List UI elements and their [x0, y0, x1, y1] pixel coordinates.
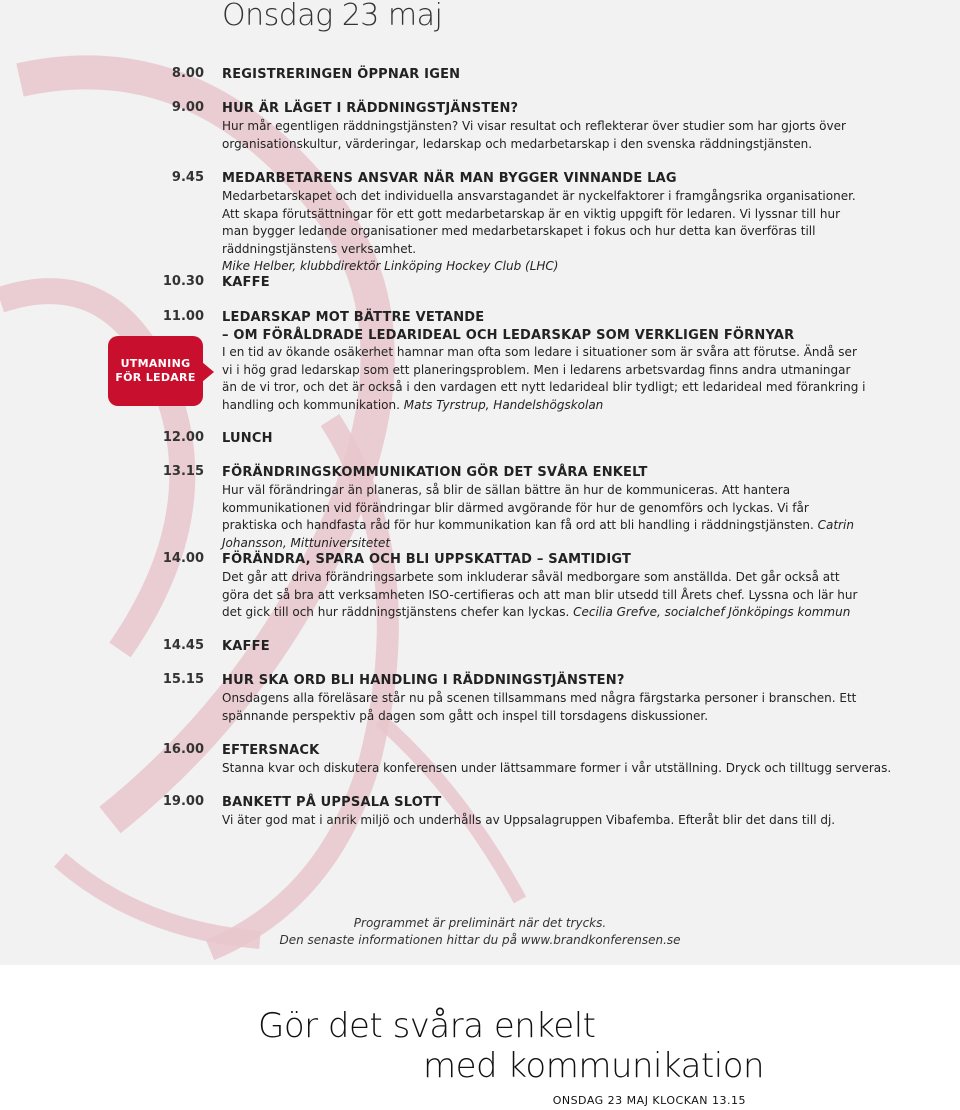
- entry-heading: FÖRÄNDRINGSKOMMUNIKATION GÖR DET SVÅRA ENKELT: [222, 465, 648, 480]
- entry-time: 15.15: [162, 672, 204, 687]
- entry-description-text: I en tid av ökande osäkerhet hamnar man ofta som ledare i situationer som är svåra att förutse. Ändå ser vi i hög grad ledarskap som ett planeringsproblem. Men i ledarens arbetsvardag finns andra utmaningar än de vi tror, och det är också i den vardagen ett nytt ledarideal blir tydligt; ett ledarideal med förankring i handling och kommunikation.: [222, 345, 866, 412]
- entry-heading: KAFFE: [222, 275, 270, 290]
- day-title: Onsdag 23 maj: [222, 0, 443, 33]
- entry-time: 16.00: [162, 742, 204, 757]
- entry-description-text: Det går att driva förändringsarbete som inkluderar såväl medborgare som anställda. Det går också att göra det så bra att verksamheten ISO-certifieras och att man blir utsedd till Årets chef. Lyssna och lär hur det gick till och hur räddningstjänstens chefer kan lyckas.: [222, 570, 858, 619]
- slogan-line-1: Gör det svåra enkelt: [258, 1006, 596, 1046]
- entry-heading: MEDARBETARENS ANSVAR NÄR MAN BYGGER VINNANDE LAG: [222, 171, 677, 186]
- entry-time: 12.00: [162, 430, 204, 445]
- entry-time: 10.30: [162, 274, 204, 289]
- entry-heading: EFTERSNACK: [222, 743, 320, 758]
- entry-heading: LEDARSKAP MOT BÄTTRE VETANDE: [222, 310, 485, 325]
- entry-description: [222, 188, 867, 276]
- entry-description: [222, 482, 867, 552]
- entry-description: [222, 569, 867, 622]
- slogan-line-2: med kommunikation: [423, 1046, 765, 1086]
- entry-heading: KAFFE: [222, 639, 270, 654]
- speaker: Cecilia Grefve, socialchef Jönköpings kommun: [573, 605, 851, 619]
- entry-heading: HUR SKA ORD BLI HANDLING I RÄDDNINGSTJÄNSTEN?: [222, 673, 625, 688]
- entry-time: 19.00: [162, 794, 204, 809]
- slogan-date: ONSDAG 23 MAJ KLOCKAN 13.15: [552, 1094, 746, 1107]
- speaker: Catrin Johansson, Mittuniversitetet: [222, 518, 854, 550]
- entry-subheading: – OM FÖRÅLDRADE LEDARIDEAL OCH LEDARSKAP SOM VERKLIGEN FÖRNYAR: [222, 328, 795, 343]
- entry-description: Stanna kvar och diskutera konferensen under lättsammare former i vår utställning. Dryck och tilltugg serveras.: [222, 761, 892, 775]
- entry-heading: FÖRÄNDRA, SPARA OCH BLI UPPSKATTAD – SAMTIDIGT: [222, 552, 632, 567]
- entry-time: 9.45: [171, 170, 204, 185]
- badge-line: UTMANING: [120, 357, 191, 370]
- preliminary-note: Programmet är preliminärt när det trycks.: [353, 916, 607, 930]
- entry-time: 13.15: [162, 464, 204, 479]
- entry-description: Vi äter god mat i anrik miljö och underhålls av Uppsalagruppen Vibafemba. Efteråt blir det dans till dj.: [222, 813, 836, 827]
- entry-description: [222, 344, 867, 414]
- leadership-challenge-badge: [108, 336, 203, 406]
- speaker: Mats Tyrstrup, Handelshögskolan: [403, 397, 604, 412]
- entry-description: Onsdagens alla föreläsare står nu på scenen tillsammans med några färgstarka personer i branschen. Ett spännande perspektiv på dagen som gått och inspel till torsdagens diskussioner.: [222, 691, 857, 723]
- entry-heading: REGISTRERINGEN ÖPPNAR IGEN: [222, 67, 461, 82]
- entry-time: 11.00: [162, 309, 204, 324]
- speaker: Mike Helber, klubbdirektör Linköping Hockey Club (LHC): [222, 259, 559, 273]
- badge-line: FÖR LEDARE: [115, 371, 196, 384]
- entry-description-text: Hur väl förändringar än planeras, så blir de sällan bättre än hur de kommuniceras. Att hantera kommunikationen vid förändringar blir därmed avgörande för hur de genomförs och lyckas. Vi får praktiska och handfasta råd för hur kommunikation kan få ord att bli handling i räddningstjänsten.: [222, 483, 814, 532]
- entry-time: 14.00: [162, 551, 204, 566]
- entry-time: 14.45: [162, 638, 204, 653]
- entry-time: 9.00: [171, 100, 204, 115]
- badge-arrow-icon: [202, 362, 214, 382]
- entry-description-text: Medarbetarskapet och det individuella ansvarstagandet är nyckelfaktorer i framgångsrika organisationer. Att skapa förutsättningar för ett gott medarbetarskap är en viktig uppgift för ledaren. Vi lyssnar till hur man bygger ledande organisationer med medarbetarskapet i fokus och hur detta kan överföras till räddningstjänstens verksamhet.: [222, 189, 856, 256]
- entry-heading: HUR ÄR LÄGET I RÄDDNINGSTJÄNSTEN?: [222, 101, 519, 116]
- entry-description: Hur mår egentligen räddningstjänsten? Vi visar resultat och reflekterar över studier som har gjorts över organisationskultur, värderingar, ledarskap och medarbetarskap i den svenska räddningstjänsten.: [222, 119, 846, 151]
- entry-time: 8.00: [171, 66, 204, 81]
- website-note: Den senaste informationen hittar du på www.brandkonferensen.se: [279, 933, 681, 947]
- entry-heading: LUNCH: [222, 431, 273, 446]
- entry-heading: BANKETT PÅ UPPSALA SLOTT: [222, 795, 442, 810]
